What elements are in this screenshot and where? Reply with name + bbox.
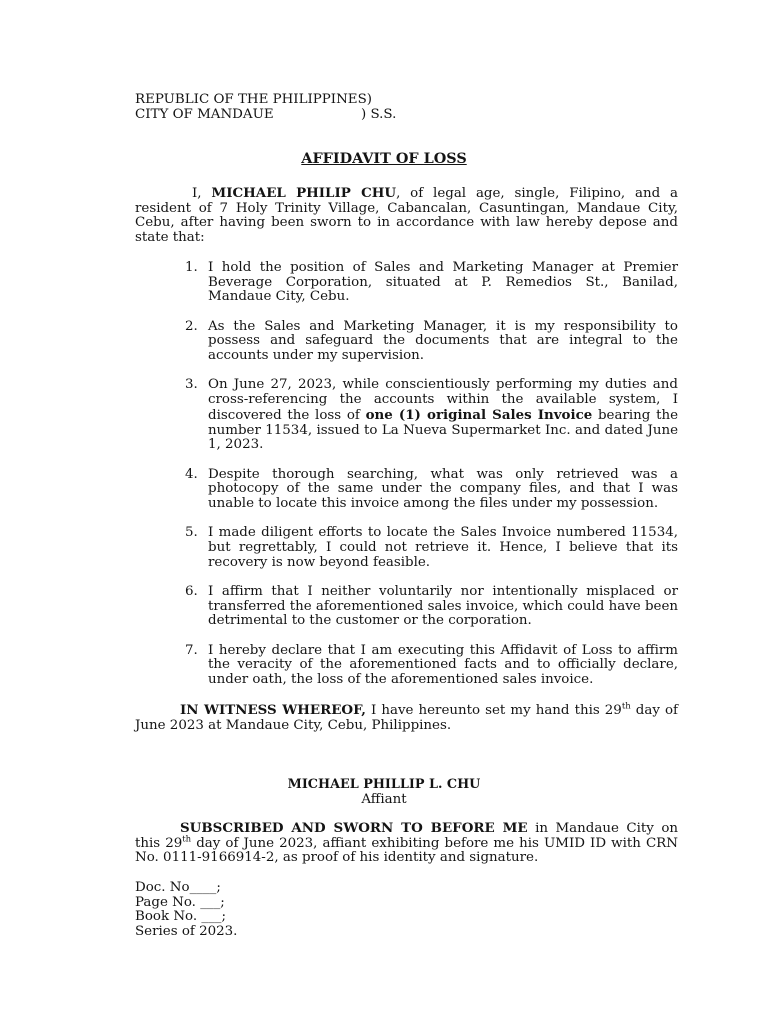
list-item-text-after: bearing the number 11534, issued to La Nueva Supermarket Inc. and dated June 1, 2023. <box>208 407 678 453</box>
jurat-heading: SUBSCRIBED AND SWORN TO BEFORE ME <box>180 820 528 836</box>
document-title-text: AFFIDAVIT OF LOSS <box>301 150 467 167</box>
intro-paragraph <box>135 186 678 246</box>
jurat-paragraph <box>135 821 678 866</box>
list-item <box>185 378 678 453</box>
list-item <box>185 468 678 512</box>
list-item-text: As the Sales and Marketing Manager, it is my responsibility to possess and safeguard the documents that are integral to the accounts under my supervision. <box>208 318 678 364</box>
list-item-number: 3. <box>185 377 198 393</box>
list-item <box>185 261 678 305</box>
caption-republic: REPUBLIC OF THE PHILIPPINES) <box>135 92 372 107</box>
caption-ss: ) S.S. <box>361 107 397 122</box>
list-item-text-before: On June 27, 2023, while conscientiously performing my duties and cross-referencing the accounts within the available system, I discovered the loss of <box>208 377 678 423</box>
jurat-text-1: in Mandaue City on this 29 <box>135 821 678 851</box>
list-item <box>185 644 678 688</box>
intro-rest: , of legal age, single, Filipino, and a resident of 7 Holy Trinity Village, Cabancalan, Casuntingan, Mandaue City, Cebu, after having been sworn to in accordance with law hereby depose and state that: <box>135 186 679 246</box>
list-item-number: 2. <box>185 318 198 334</box>
page-number: Page No. ___; <box>135 894 225 910</box>
list-item-number: 6. <box>185 583 198 599</box>
statement-list <box>185 261 678 702</box>
list-item <box>185 320 678 364</box>
list-item-bold: one (1) original Sales Invoice <box>365 406 593 423</box>
list-item-number: 1. <box>185 260 198 275</box>
document-title <box>0 152 768 167</box>
list-item-number: 4. <box>185 466 198 482</box>
witness-heading: IN WITNESS WHEREOF, <box>180 702 366 718</box>
book-number: Book No. ___; <box>135 909 226 925</box>
intro-prefix: I, <box>192 186 212 201</box>
list-item-number: 7. <box>185 642 198 658</box>
list-item-text: I made diligent efforts to locate the Sales Invoice numbered 11534, but regrettably, I could not retrieve it. Hence, I believe that its recovery is now beyond feasible. <box>208 525 678 570</box>
witness-paragraph <box>135 703 678 733</box>
list-item-text: I affirm that I neither voluntarily nor intentionally misplaced or transferred the aforementioned sales invoice, which could have been detrimental to the customer or the corporation. <box>208 583 678 629</box>
list-item-text: I hold the position of Sales and Marketing Manager at Premier Beverage Corporation, situated at P. Remedios St., Banilad, Mandaue City, Cebu. <box>208 260 678 305</box>
jurat-text-2: day of June 2023, affiant exhibiting before me his UMID ID with CRN No. 0111-9166914-2, as proof of his identity and signature. <box>135 835 678 866</box>
notarial-register <box>135 881 237 940</box>
affiant-name-inline: MICHAEL PHILIP CHU <box>211 185 397 201</box>
affiant-role: Affiant <box>361 792 407 807</box>
affiant-signature-name: MICHAEL PHILLIP L. CHU <box>287 777 481 792</box>
doc-number: Doc. No____; <box>135 880 221 895</box>
witness-text-2: day of June 2023 at Mandaue City, Cebu, Philippines. <box>135 703 678 733</box>
jurat-superscript: th <box>182 834 192 845</box>
witness-superscript: th <box>621 701 631 712</box>
list-item-text: I hereby declare that I am executing this Affidavit of Loss to affirm the veracity of the aforementioned facts and to officially declare, under oath, the loss of the aforementioned sales invoice. <box>208 642 678 688</box>
witness-text-1: I have hereunto set my hand this 29 <box>365 703 622 718</box>
list-item <box>185 585 678 629</box>
list-item-number: 5. <box>185 525 198 541</box>
list-item-text: Despite thorough searching, what was only retrieved was a photocopy of the same under the company files, and that I was unable to locate this invoice among the files under my possession. <box>208 466 678 511</box>
series-year: Series of 2023. <box>135 924 238 940</box>
caption-city: CITY OF MANDAUE <box>135 107 274 122</box>
list-item <box>185 526 678 570</box>
